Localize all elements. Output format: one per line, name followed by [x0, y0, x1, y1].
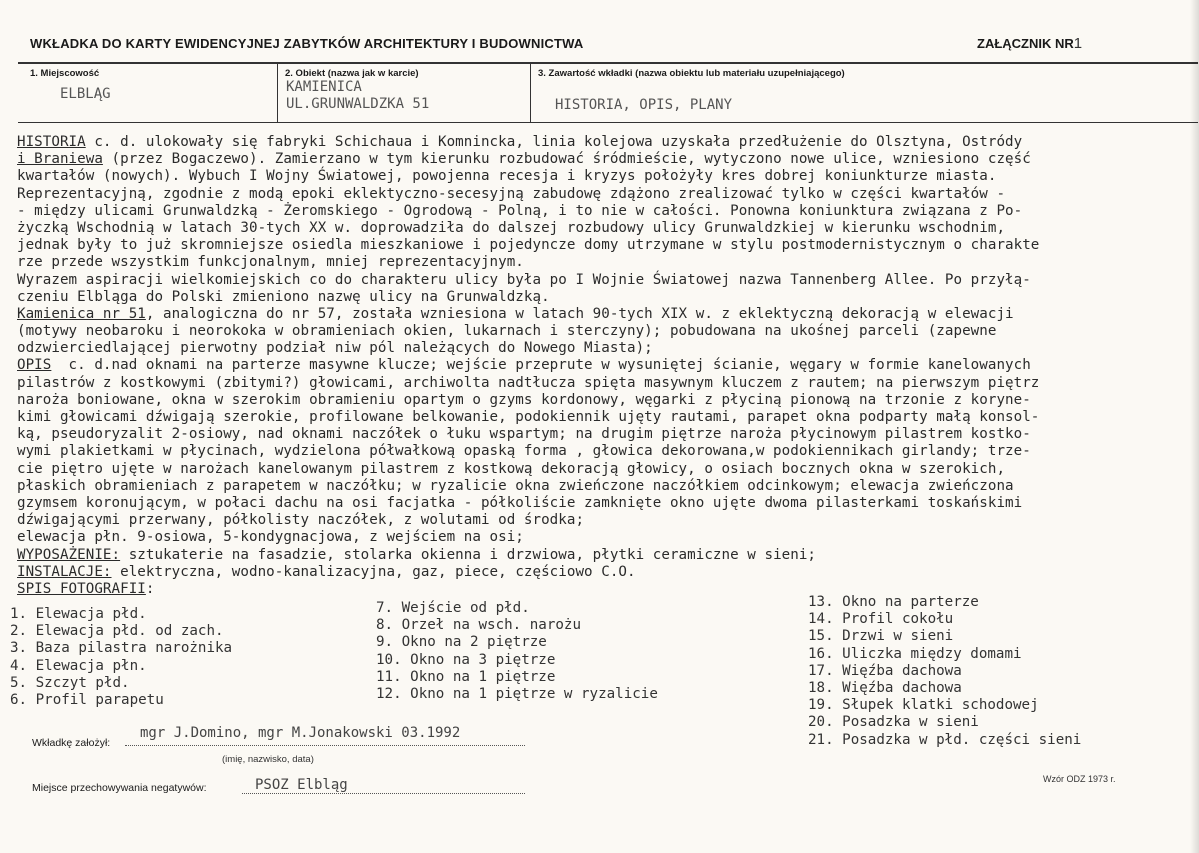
field-divider-1 — [277, 62, 278, 123]
author-label: Wkładkę założył: — [32, 737, 111, 749]
section-heading: OPIS — [17, 357, 52, 374]
body-line — [17, 134, 1197, 151]
photo-list-item: 6. Profil parapetu — [10, 692, 164, 709]
body-line — [17, 547, 1197, 564]
body-line-text: , analogiczna do nr 57, została wzniesiona w latach 90-tych XIX w. z eklektyczną dekoracją w elewacji — [145, 305, 1014, 322]
photo-list-item: 19. Słupek klatki schodowej — [808, 697, 1039, 714]
body-line-text: elektryczna, wodno-kanalizacyjna, gaz, piece, częściowo C.O. — [111, 563, 636, 580]
photo-list-item: 17. Więźba dachowa — [808, 662, 962, 679]
author-dotted-line — [125, 745, 525, 746]
photo-list-item: 14. Profil cokołu — [808, 611, 954, 628]
field-1-value: ELBLĄG — [60, 86, 111, 102]
body-text — [17, 134, 1197, 598]
body-line-text: rze przede wszystkim funkcjonalnym, mniej reprezentacyjnym. — [17, 254, 524, 271]
storage-dotted-line — [242, 793, 525, 794]
photo-list-item: 21. Posadzka w płd. części sieni — [808, 731, 1082, 748]
body-line — [17, 478, 1197, 495]
body-line — [17, 375, 1197, 392]
body-line — [17, 443, 1197, 460]
body-line — [17, 512, 1197, 529]
field-1-label: 1. Miejscowość — [30, 68, 100, 79]
body-line — [17, 220, 1197, 237]
body-line — [17, 323, 1197, 340]
field-3-label: 3. Zawartość wkładki (nazwa obiektu lub materiału uzupełniającego) — [538, 68, 845, 79]
body-line-text: gzymsem koronującym, w połaci dachu na osi facjatka - półkoliście zamknięte okno ujęte dwoma pilasterkami toskańskimi — [17, 494, 1023, 511]
annex-number: 1 — [1073, 35, 1083, 52]
body-line-text: : — [145, 580, 155, 597]
body-line — [17, 564, 1197, 581]
fields-bottom-rule — [18, 122, 1198, 123]
storage-value: PSOZ Elbląg — [255, 777, 348, 793]
section-heading: HISTORIA — [17, 134, 86, 150]
section-heading: i Braniewa — [17, 151, 103, 168]
photo-list-item: 10. Okno na 3 piętrze — [376, 651, 556, 668]
author-value: mgr J.Domino, mgr M.Jonakowski 03.1992 — [140, 725, 461, 741]
field-2-label: 2. Obiekt (nazwa jak w karcie) — [285, 68, 419, 79]
section-heading: INSTALACJE: — [17, 563, 112, 580]
body-line-text: - między ulicami Grunwaldzką - Żeromskiego - Ogrodową - Polną, i to nie w całości. Ponowna koniunktura związana z Po- — [17, 202, 1023, 219]
body-line-text: cie piętro ujęte w narożach kanelowanym pilastrem z kostkową dekoracją głowicy, o osiach bocznych okna w szerokich, — [17, 460, 1006, 477]
photo-list-column-2 — [376, 600, 658, 703]
photo-list-item: 15. Drzwi w sieni — [808, 628, 954, 645]
body-line-text: elewacja płn. 9-osiowa, 5-kondygnacjowa, z wejściem na osi; — [17, 529, 524, 546]
body-line — [17, 203, 1197, 220]
body-line — [17, 168, 1197, 185]
photo-list-item: 11. Okno na 1 piętrze — [376, 668, 556, 685]
annex-label-text: ZAŁĄCZNIK NR — [977, 36, 1074, 51]
section-heading: WYPOSAŻENIE: — [17, 546, 121, 563]
body-line-text: c. d.nad oknami na parterze masywne klucze; wejście przeprute w wysuniętej ścianie, węgary w formie kanelowanych — [51, 357, 1031, 374]
field-2-value-line2: UL.GRUNWALDZKA 51 — [286, 96, 430, 112]
photo-list-item: 16. Uliczka między domami — [808, 645, 1022, 662]
top-rule — [18, 62, 1198, 64]
body-line — [17, 254, 1197, 271]
photo-list-item: 13. Okno na parterze — [808, 594, 979, 610]
body-line-text: kimi głowicami dźwigają szerokie, profilowane belkowanie, podokiennik ujęty rautami, parapet okna podparty małą konsol- — [17, 409, 1040, 425]
annex-label — [977, 35, 1082, 52]
body-line-text: Wyrazem aspiracji wielkomiejskich co do charakteru ulicy była po I Wojnie Światowej nazwa Tannenberg Allee. Po przyłą- — [17, 271, 1031, 288]
body-line — [17, 461, 1197, 478]
photo-list-column-1 — [10, 606, 232, 709]
body-line-text: c. d. ulokowały się fabryki Schichaua i Komnincka, linia kolejowa uzyskała przedłużenie do Olsztyna, Ostródy — [85, 134, 1023, 150]
storage-label: Miejsce przechowywania negatywów: — [32, 782, 207, 794]
photo-list-item: 18. Więźba dachowa — [808, 680, 962, 697]
body-line-text: Reprezentacyjną, zgodnie z modą epoki eklektyczno-secesyjną zabudowę zdążono zrealizować tylko w części kwartałów - — [17, 185, 1006, 202]
body-line-text: naroża boniowane, okna w szerokim obramieniu opartym o gzyms kordonowy, węgarki z płyciną pionową na trzonie z koryne- — [17, 391, 1031, 408]
body-line — [17, 237, 1197, 254]
field-divider-2 — [530, 62, 531, 123]
body-line — [17, 357, 1197, 374]
section-heading: Kamienica nr 51 — [17, 305, 146, 322]
photo-list-item: 9. Okno na 2 piętrze — [376, 634, 547, 651]
photo-list-item: 20. Posadzka w sieni — [808, 714, 979, 731]
photo-list-item: 3. Baza pilastra narożnika — [10, 640, 233, 657]
photo-list-column-3 — [808, 594, 1081, 749]
body-line-text: sztukaterie na fasadzie, stolarka okienna i drzwiowa, płytki ceramiczne w sieni; — [120, 546, 817, 563]
body-line-text: ką, pseudoryzalit 2-osiowy, nad oknami naczółek o łuku wspartym; na drugim piętrze naroża płycinowym pilastrem kostko- — [17, 426, 1031, 443]
body-line — [17, 306, 1197, 323]
photo-list-item: 4. Elewacja płn. — [10, 657, 147, 674]
photo-list-item: 8. Orzeł na wsch. narożu — [376, 617, 581, 634]
body-line-text: czeniu Elbląga do Polski zmieniono nazwę ulicy na Grunwaldzką. — [17, 288, 550, 305]
body-line-text: (motywy neobaroku i neorokoka w obramieniach okien, lukarnach i sterczyny); pobudowana na ukośnej parceli (zapewne — [17, 323, 997, 340]
body-line-text: (przez Bogaczewo). Zamierzano w tym kierunku rozbudować śródmieście, wytyczono nowe ulice, wzniesiono część — [102, 151, 1031, 168]
body-line-text: płaskich obramieniach z parapetem w naczółku; w ryzalicie okna zwieńczone naczółkiem odcinkowym; elewacja zwieńczona — [17, 477, 1014, 494]
body-line-text: pilastrów z kostkowymi (zbitymi?) głowicami, archiwolta nadtłucza spięta masywnym kluczem z rautem; na pierwszym piętrz — [17, 374, 1040, 391]
body-line-text: życzką Wschodnią w latach 30-tych XX w. doprowadziła do dalszej rozbudowy ulicy Grunwaldzkiej w kierunku wschodnim, — [17, 219, 1006, 236]
body-line — [17, 289, 1197, 306]
body-line-text: kwartałów (nowych). Wybuch I Wojny Światowej, powojenna recesja i kryzys położyły kres dobrej koniunkturze miasta. — [17, 168, 997, 185]
body-line — [17, 426, 1197, 443]
photo-list-item: 12. Okno na 1 piętrze w ryzalicie — [376, 686, 658, 703]
body-line — [17, 529, 1197, 546]
form-title: WKŁADKA DO KARTY EWIDENCYJNEJ ZABYTKÓW ARCHITEKTURY I BUDOWNICTWA — [30, 36, 584, 51]
body-line — [17, 495, 1197, 512]
author-caption: (imię, nazwisko, data) — [222, 754, 314, 765]
scan-edge — [1190, 0, 1199, 853]
field-2-value-line1: KAMIENICA — [286, 79, 362, 95]
photo-list-item: 7. Wejście od płd. — [376, 600, 530, 616]
field-3-value: HISTORIA, OPIS, PLANY — [555, 97, 733, 113]
body-line-text: odzwierciedlającej pierwotny podział niw pól należących do Nowego Miasta); — [17, 340, 653, 357]
photo-list-item: 1. Elewacja płd. — [10, 606, 147, 622]
body-line — [17, 340, 1197, 357]
form-model-mark: Wzór ODZ 1973 r. — [1043, 774, 1116, 784]
body-line — [17, 392, 1197, 409]
body-line — [17, 272, 1197, 289]
body-line — [17, 186, 1197, 203]
photo-list-item: 2. Elewacja płd. od zach. — [10, 623, 224, 640]
photo-list-item: 5. Szczyt płd. — [10, 674, 130, 691]
body-line — [17, 409, 1197, 426]
body-line-text: jednak były to już skromniejsze osiedla mieszkaniowe i pojedyncze domy utrzymane w stylu postmodernistycznym o charakte — [17, 237, 1040, 254]
body-line — [17, 151, 1197, 168]
body-line-text: dźwigającymi przerwany, półkolisty naczółek, z wolutami od środka; — [17, 512, 585, 529]
section-heading: SPIS FOTOGRAFII — [17, 580, 146, 597]
body-line-text: wymi plakietkami w płycinach, wydzielona półwałkową opaską forma , głowica dekorowana,w podokiennikach girlandy; trze- — [17, 443, 1031, 460]
